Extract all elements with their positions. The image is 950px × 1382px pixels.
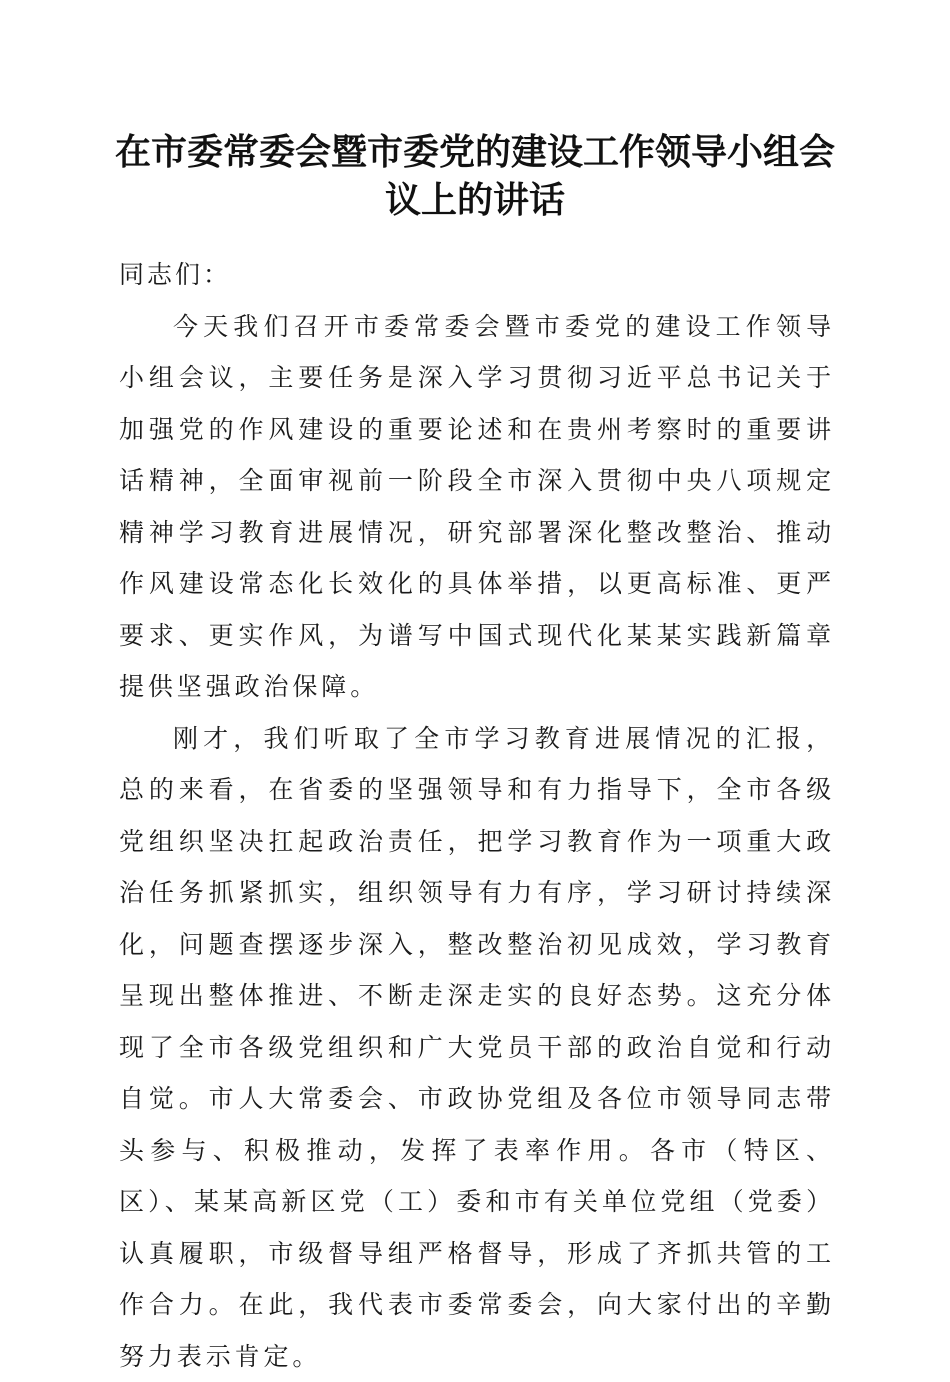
- document-title: [100, 128, 850, 224]
- title-line-1: 在市委常委会暨市委党的建设工作领导小组会: [100, 128, 850, 176]
- document-body: [119, 249, 835, 1382]
- title-line-2: 议上的讲话: [100, 176, 850, 224]
- salutation: 同志们：: [119, 249, 835, 301]
- paragraph-1: 今天我们召开市委常委会暨市委党的建设工作领导小组会议，主要任务是深入学习贯彻习近平总书记关于加强党的作风建设的重要论述和在贵州考察时的重要讲话精神，全面审视前一阶段全市深入贯彻中央八项规定精神学习教育进展情况，研究部署深化整改整治、推动作风建设常态化长效化的具体举措，以更高标准、更严要求、更实作风，为谱写中国式现代化某某实践新篇章提供坚强政治保障。: [119, 301, 835, 713]
- paragraph-2: 刚才，我们听取了全市学习教育进展情况的汇报，总的来看，在省委的坚强领导和有力指导下，全市各级党组织坚决扛起政治责任，把学习教育作为一项重大政治任务抓紧抓实，组织领导有力有序，学习研讨持续深化，问题查摆逐步深入，整改整治初见成效，学习教育呈现出整体推进、不断走深走实的良好态势。这充分体现了全市各级党组织和广大党员干部的政治自觉和行动自觉。市人大常委会、市政协党组及各位市领导同志带头参与、积极推动，发挥了表率作用。各市（特区、区）、某某高新区党（工）委和市有关单位党组（党委）认真履职，市级督导组严格督导，形成了齐抓共管的工作合力。在此，我代表市委常委会，向大家付出的辛勤努力表示肯定。: [119, 713, 835, 1382]
